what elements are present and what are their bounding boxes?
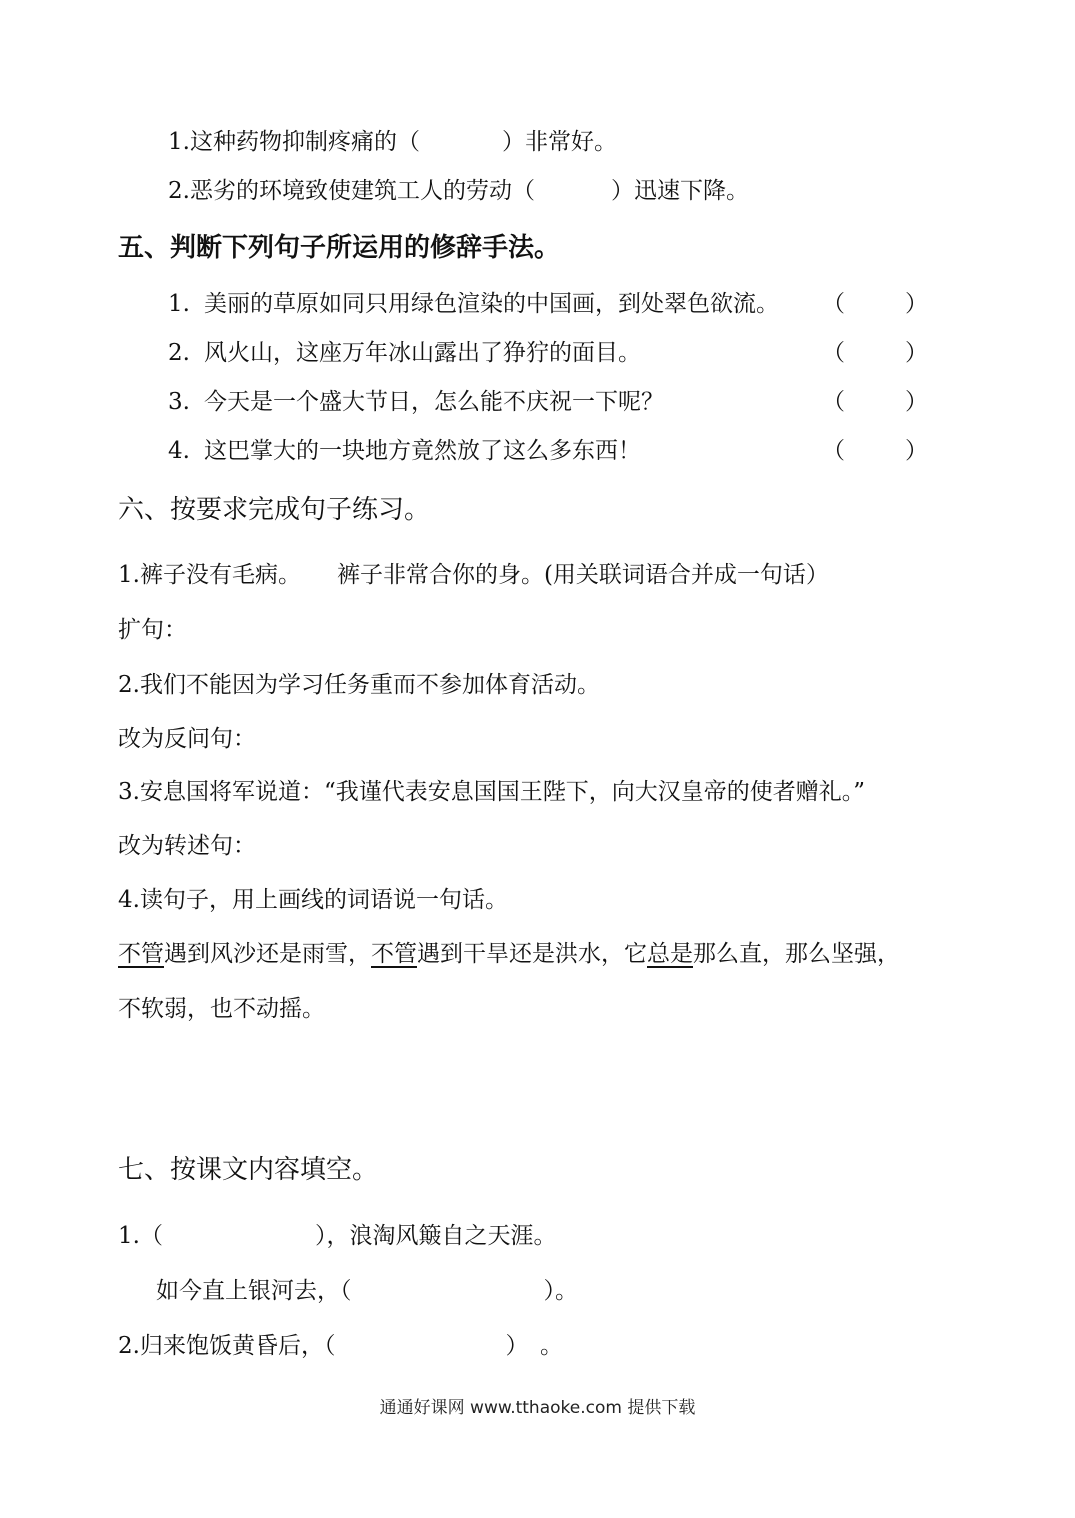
item-text: 美丽的草原如同只用绿色渲染的中国画，到处翠色欲流。 — [203, 291, 779, 317]
question-text: ） 。 — [505, 1333, 563, 1359]
sentence-text: 遇到风沙还是雨雪， — [164, 941, 371, 967]
rhetoric-item-2 — [168, 342, 641, 365]
paren-open: （ — [822, 389, 845, 415]
paren-open: （ — [822, 340, 845, 366]
paren-close: ） — [905, 340, 928, 366]
underlined-sentence — [118, 943, 900, 966]
sentence-question-1 — [118, 564, 829, 587]
section-5-heading: 五、判断下列句子所运用的修辞手法。 — [118, 233, 561, 263]
question-text: 2.归来饱饭黄昏后，（ — [118, 1333, 336, 1359]
answer-blank[interactable] — [847, 341, 899, 365]
rhetoric-item-3 — [168, 391, 664, 414]
question-text: ）迅速下降。 — [610, 178, 749, 204]
item-text: 这巴掌大的一块地方竟然放了这么多东西！ — [203, 438, 641, 464]
question-text: 裤子非常合你的身。(用关联词语合并成一句话） — [336, 562, 829, 588]
question-text: 1.裤子没有毛病。 — [118, 562, 301, 588]
underlined-word: 总是 — [647, 941, 693, 967]
question-text: 1.（ — [118, 1223, 163, 1249]
answer-blank[interactable] — [847, 292, 899, 316]
rhetoric-item-4 — [168, 440, 641, 463]
poem-fill-1b — [156, 1280, 578, 1303]
question-text: 如今直上银河去，（ — [156, 1278, 352, 1304]
answer-label: 改为反问句： — [118, 726, 256, 752]
answer-blank[interactable] — [847, 390, 899, 414]
section-6-heading: 六、按要求完成句子练习。 — [118, 495, 431, 525]
fill-question-2 — [168, 180, 749, 203]
answer-blank[interactable] — [847, 439, 899, 463]
paren-open: （ — [822, 291, 845, 317]
item-number: 2. — [168, 340, 190, 366]
answer-label: 改为转述句： — [118, 833, 256, 859]
sentence-question-4: 4.读句子，用上画线的词语说一句话。 — [118, 887, 508, 913]
sentence-question-2: 2.我们不能因为学习任务重而不参加体育活动。 — [118, 672, 600, 698]
sentence-text: 不软弱，也不动摇。 — [118, 996, 325, 1022]
question-text: ）。 — [543, 1278, 578, 1304]
question-text: 2.恶劣的环境致使建筑工人的劳动（ — [168, 178, 535, 204]
section-7-heading: 七、按课文内容填空。 — [118, 1155, 379, 1185]
fill-question-1 — [168, 131, 617, 154]
footer-credit: 通通好课网 www.tthaoke.com 提供下载 — [379, 1398, 696, 1418]
paren-open: （ — [822, 438, 845, 464]
underlined-word: 不管 — [371, 941, 417, 967]
paren-close: ） — [905, 438, 928, 464]
answer-field[interactable] — [260, 828, 950, 860]
item-number: 4. — [168, 438, 190, 464]
paren-close: ） — [905, 389, 928, 415]
item-number: 3. — [168, 389, 190, 415]
item-text: 风火山，这座万年冰山露出了狰狞的面目。 — [203, 340, 641, 366]
question-text: ）非常好。 — [501, 129, 617, 155]
item-number: 1. — [168, 291, 190, 317]
poem-fill-2 — [118, 1335, 563, 1358]
question-text: ），浪淘风簸自之天涯。 — [314, 1223, 557, 1249]
paren-close: ） — [905, 291, 928, 317]
answer-field[interactable] — [190, 612, 950, 644]
underlined-word: 不管 — [118, 941, 164, 967]
poem-fill-1a — [118, 1225, 556, 1248]
sentence-question-3: 3.安息国将军说道：“我谨代表安息国国王陛下，向大汉皇帝的使者赠礼。” — [118, 779, 865, 805]
question-text: 1.这种药物抑制疼痛的（ — [168, 129, 420, 155]
item-text: 今天是一个盛大节日，怎么能不庆祝一下呢？ — [203, 389, 664, 415]
answer-label: 扩句： — [118, 617, 187, 643]
sentence-text: 遇到干旱还是洪水，它 — [417, 941, 647, 967]
rhetoric-item-1 — [168, 293, 779, 316]
answer-field[interactable] — [260, 721, 950, 753]
sentence-text: 那么直，那么坚强， — [693, 941, 900, 967]
